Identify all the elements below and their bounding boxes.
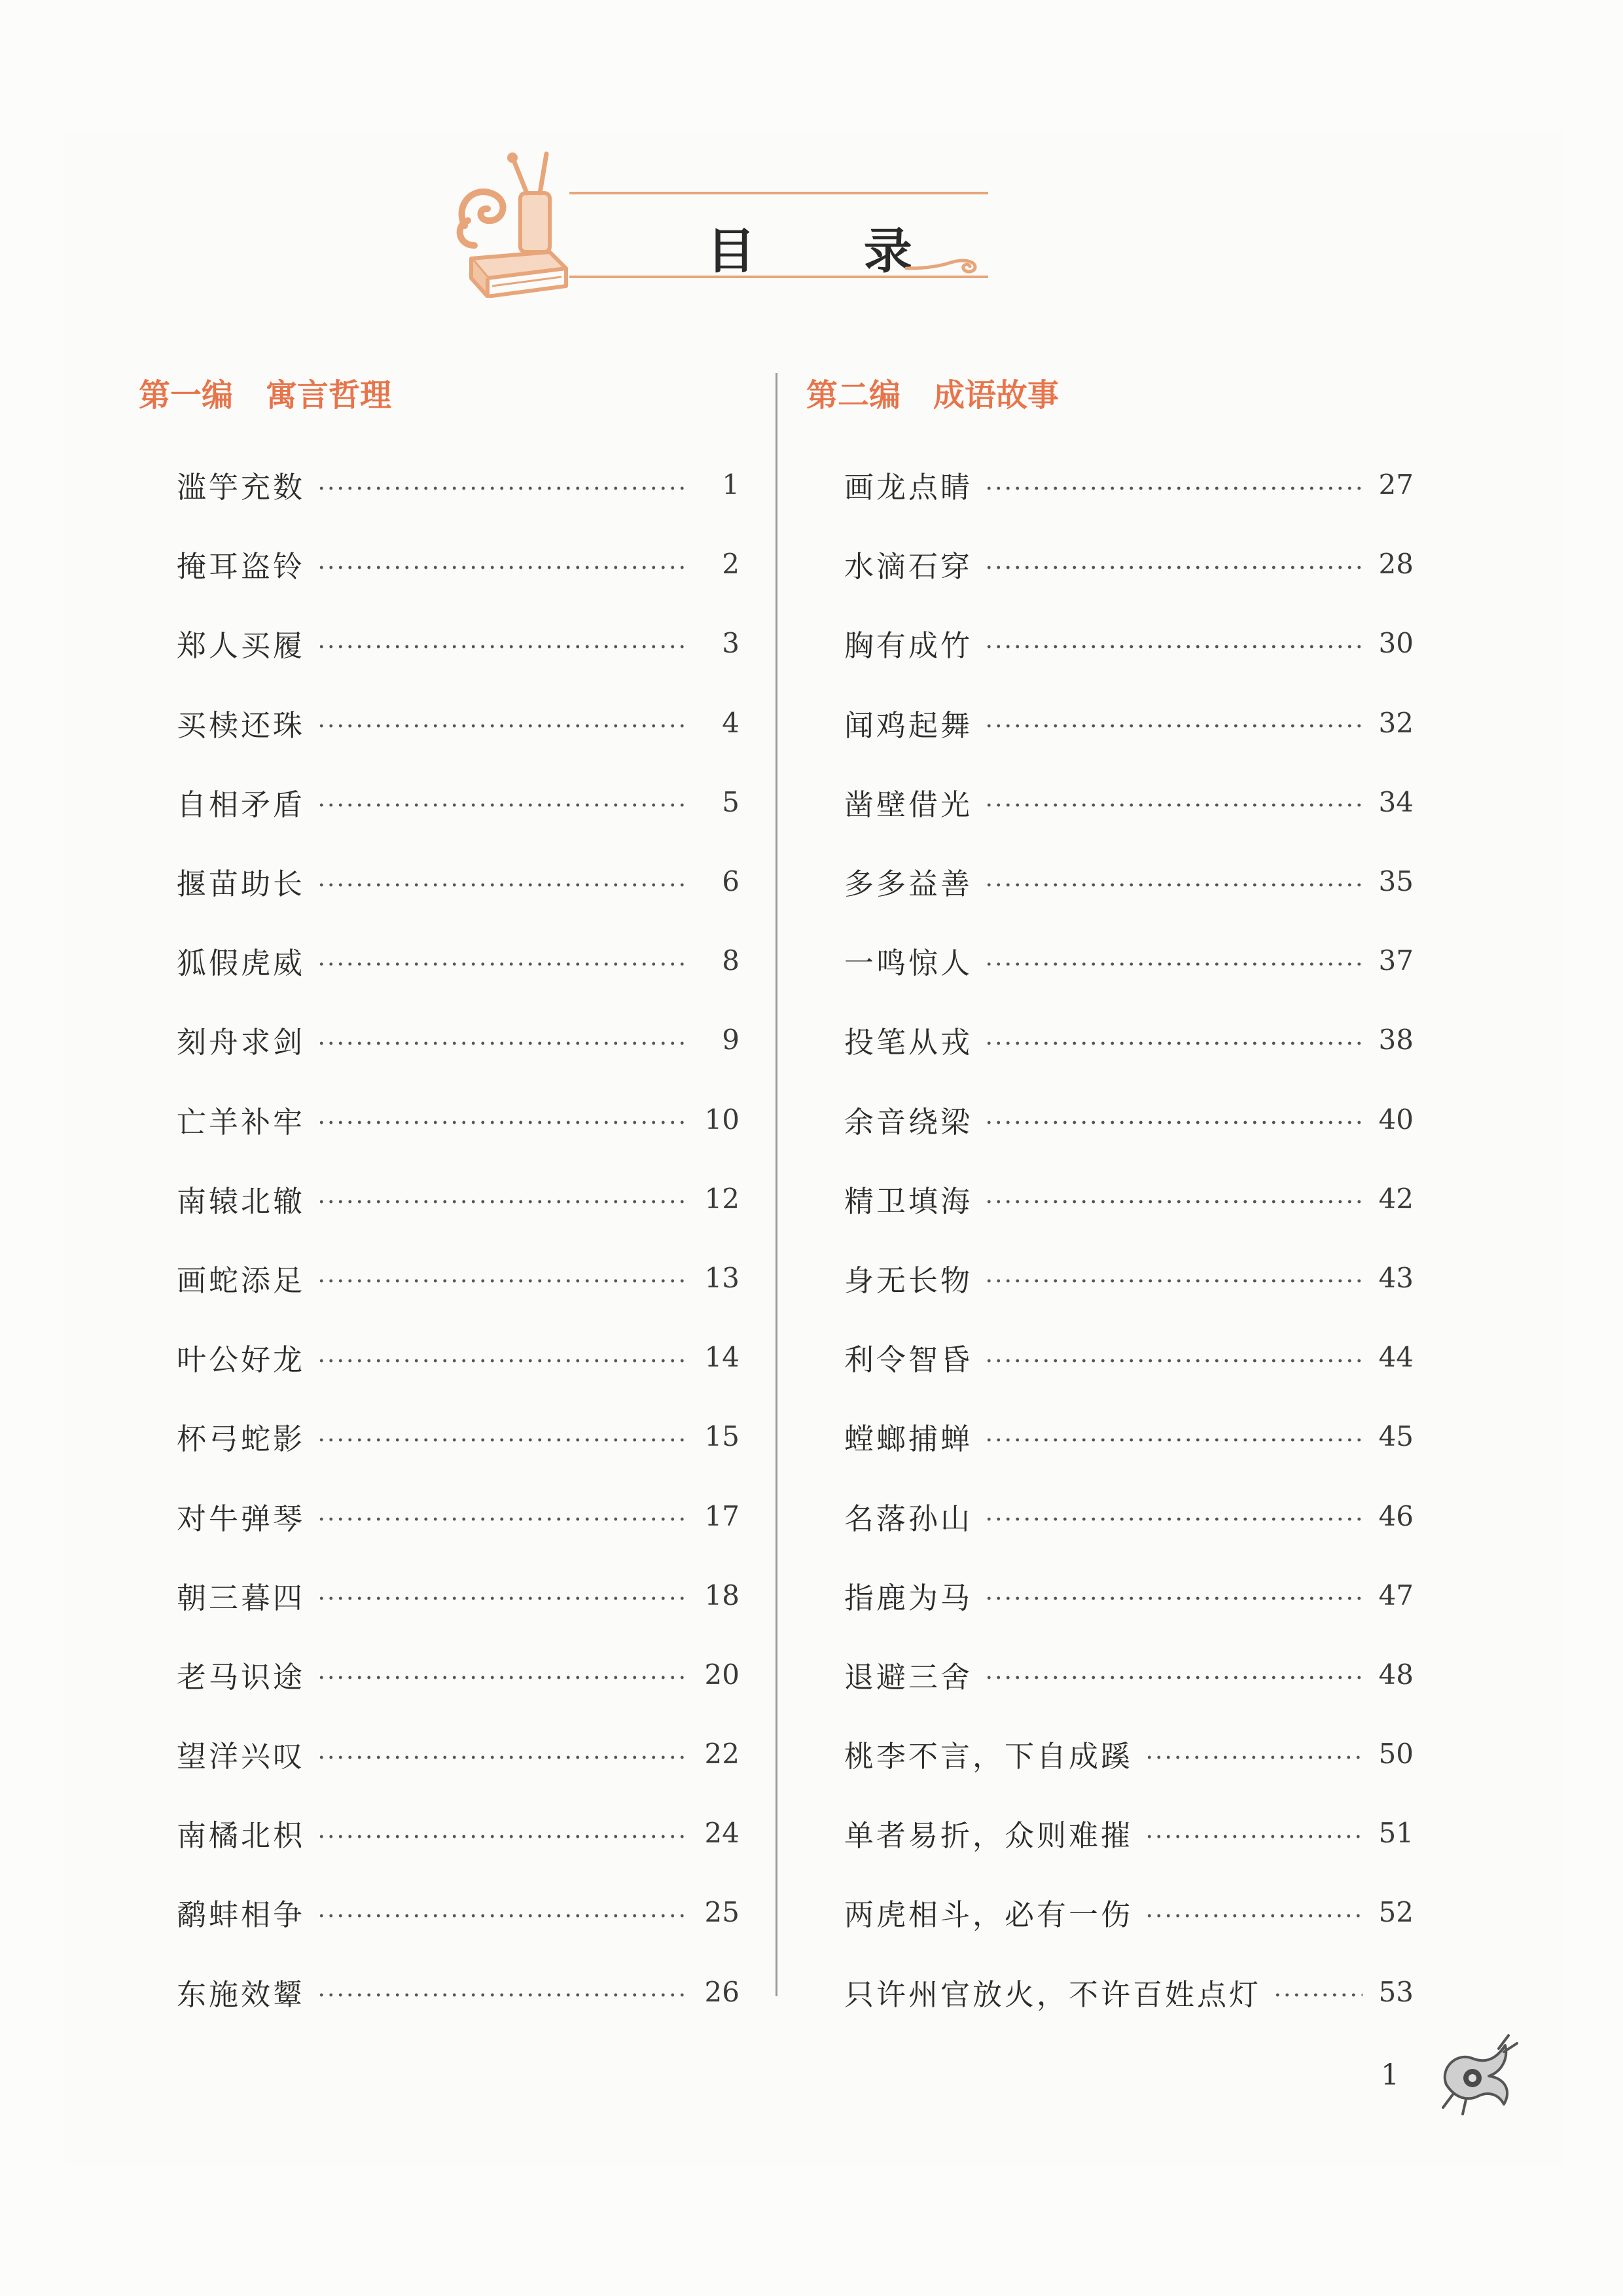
entry-title: 掩耳盗铃 bbox=[177, 549, 306, 584]
entry-page: 22 bbox=[704, 1738, 740, 1770]
entry-page: 48 bbox=[1378, 1658, 1414, 1691]
entry-page: 30 bbox=[1378, 627, 1414, 660]
entry-title: 自相矛盾 bbox=[177, 787, 306, 822]
entry-page: 14 bbox=[704, 1341, 740, 1374]
entry-title: 名落孙山 bbox=[844, 1501, 973, 1536]
toc-entry[interactable] bbox=[177, 603, 740, 683]
toc-entry[interactable] bbox=[177, 1873, 740, 1952]
section-heading-fables bbox=[139, 370, 391, 415]
entry-page: 34 bbox=[1378, 785, 1414, 818]
dot-leader bbox=[984, 1199, 1363, 1204]
toc-entry[interactable] bbox=[177, 1952, 740, 2032]
entry-page: 43 bbox=[1378, 1261, 1414, 1294]
entry-page: 4 bbox=[722, 706, 740, 739]
toc-entry[interactable] bbox=[844, 1556, 1414, 1635]
dot-leader bbox=[984, 1437, 1363, 1443]
entry-title: 叶公好龙 bbox=[177, 1342, 306, 1378]
toc-entry[interactable] bbox=[844, 1397, 1414, 1476]
toc-entry[interactable] bbox=[844, 1318, 1414, 1397]
dot-leader bbox=[984, 882, 1363, 888]
dot-leader bbox=[317, 1834, 688, 1839]
toc-entry[interactable] bbox=[844, 1000, 1414, 1079]
entry-page: 9 bbox=[722, 1024, 740, 1056]
toc-entry[interactable] bbox=[177, 1793, 740, 1873]
entry-page: 18 bbox=[704, 1579, 740, 1611]
entry-title: 胸有成竹 bbox=[844, 628, 973, 664]
entry-title: 亡羊补牢 bbox=[177, 1104, 306, 1139]
toc-entry[interactable] bbox=[177, 1080, 740, 1159]
toc-list-idioms bbox=[844, 445, 1414, 2032]
dot-leader bbox=[984, 723, 1363, 728]
entry-title: 桃李不言，下自成蹊 bbox=[844, 1739, 1133, 1774]
entry-title: 买椟还珠 bbox=[177, 708, 306, 743]
entry-title: 老马识途 bbox=[177, 1659, 306, 1695]
toc-entry[interactable] bbox=[177, 524, 740, 603]
entry-page: 40 bbox=[1378, 1103, 1414, 1136]
dot-leader bbox=[317, 1199, 688, 1204]
section-number: 第二编 bbox=[806, 377, 901, 414]
toc-entry[interactable] bbox=[844, 1793, 1414, 1873]
toc-entry[interactable] bbox=[177, 1556, 740, 1635]
entry-page: 20 bbox=[704, 1658, 740, 1691]
entry-title: 凿壁借光 bbox=[844, 787, 973, 822]
dot-leader bbox=[317, 486, 688, 491]
toc-entry[interactable] bbox=[177, 1318, 740, 1397]
entry-page: 32 bbox=[1378, 706, 1414, 739]
entry-page: 37 bbox=[1378, 944, 1414, 977]
toc-entry[interactable] bbox=[844, 603, 1414, 683]
toc-entry[interactable] bbox=[177, 445, 740, 524]
toc-entry[interactable] bbox=[844, 683, 1414, 762]
toc-entry[interactable] bbox=[844, 1635, 1414, 1714]
toc-entry[interactable] bbox=[844, 524, 1414, 603]
entry-title: 利令智昏 bbox=[844, 1342, 973, 1378]
dot-leader bbox=[317, 1516, 688, 1522]
entry-title: 郑人买履 bbox=[177, 628, 306, 664]
dot-leader bbox=[984, 644, 1363, 649]
entry-page: 1 bbox=[722, 469, 740, 501]
dot-leader bbox=[1273, 1992, 1363, 1998]
toc-entry[interactable] bbox=[177, 1159, 740, 1238]
entry-title: 滥竽充数 bbox=[177, 470, 306, 505]
cloud-swirl-icon bbox=[903, 249, 982, 275]
entry-page: 38 bbox=[1378, 1024, 1414, 1056]
toc-entry[interactable] bbox=[177, 762, 740, 842]
entry-title: 螳螂捕蝉 bbox=[844, 1422, 973, 1457]
entry-page: 35 bbox=[1378, 865, 1414, 898]
entry-page: 45 bbox=[1378, 1420, 1414, 1453]
entry-page: 27 bbox=[1378, 469, 1414, 501]
section-number: 第一编 bbox=[139, 377, 234, 414]
entry-page: 17 bbox=[704, 1499, 740, 1532]
dot-leader bbox=[317, 1278, 688, 1283]
dot-leader bbox=[984, 486, 1363, 491]
entry-page: 15 bbox=[704, 1420, 740, 1453]
dot-leader bbox=[1145, 1913, 1363, 1918]
entry-title: 杯弓蛇影 bbox=[177, 1422, 306, 1457]
entry-page: 26 bbox=[704, 1975, 740, 2008]
entry-title: 画龙点睛 bbox=[844, 470, 973, 505]
entry-page: 28 bbox=[1378, 548, 1414, 581]
dot-leader bbox=[317, 1992, 688, 1998]
entry-page: 51 bbox=[1378, 1817, 1414, 1850]
entry-page: 6 bbox=[722, 865, 740, 898]
entry-title: 鹬蚌相争 bbox=[177, 1897, 306, 1933]
toc-entry[interactable] bbox=[844, 762, 1414, 842]
header-rule-top bbox=[569, 192, 988, 194]
section-name: 成语故事 bbox=[933, 377, 1060, 414]
dot-leader bbox=[984, 1120, 1363, 1125]
dot-leader bbox=[317, 1120, 688, 1125]
toc-header bbox=[452, 147, 988, 298]
toc-entry[interactable] bbox=[177, 1476, 740, 1555]
toc-entry[interactable] bbox=[177, 1000, 740, 1079]
toc-entry[interactable] bbox=[844, 842, 1414, 921]
dot-leader bbox=[1145, 1755, 1363, 1760]
dot-leader bbox=[984, 1041, 1363, 1046]
dot-leader bbox=[317, 1437, 688, 1443]
dot-leader bbox=[317, 1358, 688, 1363]
dot-leader bbox=[984, 1596, 1363, 1601]
toc-entry[interactable] bbox=[177, 1714, 740, 1793]
entry-title: 只许州官放火，不许百姓点灯 bbox=[844, 1977, 1262, 2012]
dot-leader bbox=[984, 1278, 1363, 1283]
entry-page: 46 bbox=[1378, 1499, 1414, 1532]
entry-page: 24 bbox=[704, 1817, 740, 1850]
toc-entry[interactable] bbox=[177, 842, 740, 921]
dot-leader bbox=[317, 723, 688, 728]
entry-title: 狐假虎威 bbox=[177, 946, 306, 981]
toc-entry[interactable] bbox=[844, 1159, 1414, 1238]
dot-leader bbox=[984, 961, 1363, 967]
dot-leader bbox=[317, 802, 688, 808]
toc-entry[interactable] bbox=[844, 1080, 1414, 1159]
entry-title: 闻鸡起舞 bbox=[844, 708, 973, 743]
entry-title: 南橘北枳 bbox=[177, 1818, 306, 1854]
dot-leader bbox=[317, 565, 688, 570]
entry-page: 10 bbox=[704, 1103, 740, 1136]
entry-title: 身无长物 bbox=[844, 1263, 973, 1298]
column-divider bbox=[776, 373, 777, 1996]
section-heading-idioms bbox=[806, 370, 1059, 415]
toc-list-fables bbox=[177, 445, 740, 2032]
dot-leader bbox=[984, 1358, 1363, 1363]
dot-leader bbox=[984, 1675, 1363, 1680]
entry-title: 两虎相斗，必有一伤 bbox=[844, 1897, 1133, 1933]
entry-page: 44 bbox=[1378, 1341, 1414, 1374]
entry-page: 25 bbox=[704, 1896, 740, 1929]
entry-page: 50 bbox=[1378, 1738, 1414, 1770]
entry-page: 13 bbox=[704, 1261, 740, 1294]
entry-page: 2 bbox=[722, 548, 740, 581]
toc-entry[interactable] bbox=[844, 1952, 1414, 2032]
entry-page: 52 bbox=[1378, 1896, 1414, 1929]
toc-entry[interactable] bbox=[844, 1873, 1414, 1952]
entry-title: 水滴石穿 bbox=[844, 549, 973, 584]
dot-leader bbox=[317, 1755, 688, 1760]
entry-page: 47 bbox=[1378, 1579, 1414, 1611]
entry-title: 余音绕梁 bbox=[844, 1104, 973, 1139]
entry-title: 南辕北辙 bbox=[177, 1183, 306, 1219]
toc-entry[interactable] bbox=[177, 1238, 740, 1318]
entry-page: 53 bbox=[1378, 1975, 1414, 2008]
entry-title: 望洋兴叹 bbox=[177, 1739, 306, 1774]
dot-leader bbox=[317, 1675, 688, 1680]
page-number: 1 bbox=[1381, 2058, 1399, 2092]
dot-leader bbox=[317, 961, 688, 967]
entry-title: 朝三暮四 bbox=[177, 1580, 306, 1615]
entry-title: 退避三舍 bbox=[844, 1659, 973, 1695]
toc-entry[interactable] bbox=[844, 445, 1414, 524]
entry-title: 刻舟求剑 bbox=[177, 1025, 306, 1060]
entry-title: 揠苗助长 bbox=[177, 867, 306, 902]
entry-page: 5 bbox=[722, 785, 740, 818]
entry-page: 12 bbox=[704, 1182, 740, 1215]
entry-title: 多多益善 bbox=[844, 867, 973, 902]
dot-leader bbox=[317, 1041, 688, 1046]
entry-page: 3 bbox=[722, 627, 740, 660]
entry-title: 精卫填海 bbox=[844, 1183, 973, 1219]
dot-leader bbox=[317, 644, 688, 649]
entry-page: 8 bbox=[722, 944, 740, 977]
dot-leader bbox=[317, 1596, 688, 1601]
toc-entry[interactable] bbox=[177, 683, 740, 762]
entry-page: 42 bbox=[1378, 1182, 1414, 1215]
dot-leader bbox=[984, 565, 1363, 570]
entry-title: 指鹿为马 bbox=[844, 1580, 973, 1615]
page-title: 目 录 bbox=[707, 223, 958, 279]
entry-title: 画蛇添足 bbox=[177, 1263, 306, 1298]
dragon-icon bbox=[1427, 2022, 1525, 2121]
entry-title: 投笔从戎 bbox=[844, 1025, 973, 1060]
toc-entry[interactable] bbox=[844, 921, 1414, 1000]
dot-leader bbox=[984, 802, 1363, 808]
dot-leader bbox=[984, 1516, 1363, 1522]
toc-entry[interactable] bbox=[844, 1238, 1414, 1318]
entry-title: 东施效颦 bbox=[177, 1977, 306, 2012]
section-name: 寓言哲理 bbox=[266, 377, 392, 414]
toc-entry[interactable] bbox=[177, 921, 740, 1000]
entry-title: 单者易折，众则难摧 bbox=[844, 1818, 1133, 1854]
toc-entry[interactable] bbox=[177, 1635, 740, 1714]
dot-leader bbox=[1145, 1834, 1363, 1839]
toc-entry[interactable] bbox=[844, 1714, 1414, 1793]
entry-title: 一鸣惊人 bbox=[844, 946, 973, 981]
entry-title: 对牛弹琴 bbox=[177, 1501, 306, 1536]
toc-entry[interactable] bbox=[844, 1476, 1414, 1555]
dot-leader bbox=[317, 1913, 688, 1918]
dot-leader bbox=[317, 882, 688, 888]
toc-entry[interactable] bbox=[177, 1397, 740, 1476]
